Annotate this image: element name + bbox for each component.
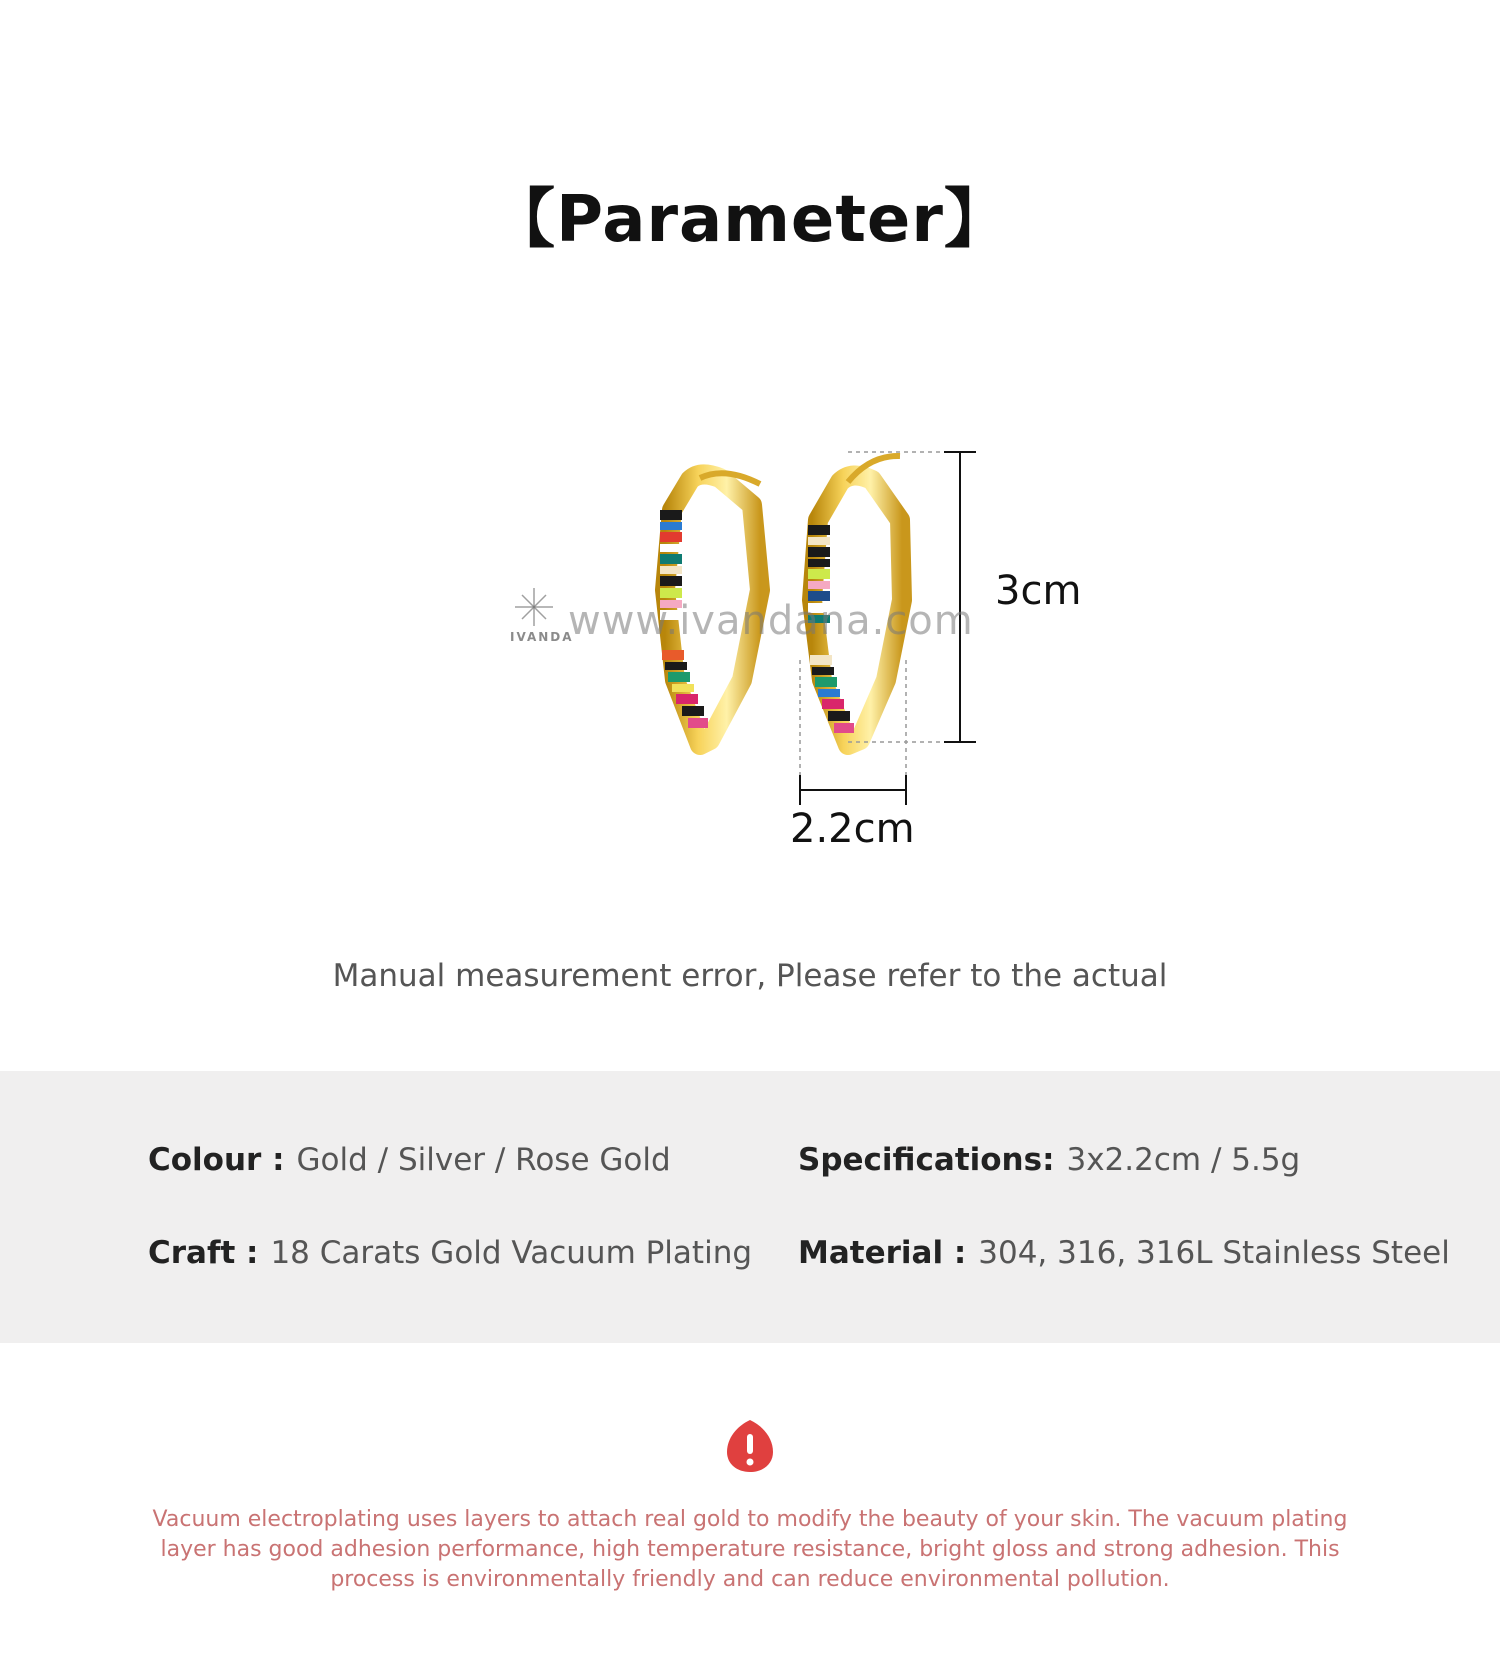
spec-material-label: Material : xyxy=(798,1235,967,1271)
spec-craft xyxy=(148,1235,752,1271)
height-label: 3cm xyxy=(995,568,1082,614)
spec-colour-value: Gold / Silver / Rose Gold xyxy=(296,1142,671,1178)
measurement-note: Manual measurement error, Please refer to the actual xyxy=(332,958,1168,994)
spec-craft-label: Craft : xyxy=(148,1235,259,1271)
spec-craft-value: 18 Carats Gold Vacuum Plating xyxy=(270,1235,753,1271)
spec-specifications xyxy=(798,1142,1300,1178)
spec-material xyxy=(798,1235,1450,1271)
watermark-url: www.ivandana.com xyxy=(568,598,974,644)
page-title: 【Parameter】 xyxy=(491,183,1009,257)
spec-colour-label: Colour : xyxy=(148,1142,285,1178)
watermark-brand: IVANDA xyxy=(510,630,574,644)
spec-colour xyxy=(148,1142,671,1178)
width-label: 2.2cm xyxy=(790,806,915,852)
plating-warning: Vacuum electroplating uses layers to attach real gold to modify the beauty of your skin. The vacuum plating layer has good adhesion performance, high temperature resistance, bright gloss and strong adhesion. This process is environmentally friendly and can reduce environmental pollution. xyxy=(152,1507,1348,1592)
spec-specifications-value: 3x2.2cm / 5.5g xyxy=(1066,1142,1301,1178)
spec-specifications-label: Specifications: xyxy=(798,1142,1055,1178)
star-icon xyxy=(515,588,553,626)
spec-material-value: 304, 316, 316L Stainless Steel xyxy=(978,1235,1450,1271)
alert-shield-icon xyxy=(725,1418,775,1474)
spec-panel xyxy=(0,1071,1500,1343)
